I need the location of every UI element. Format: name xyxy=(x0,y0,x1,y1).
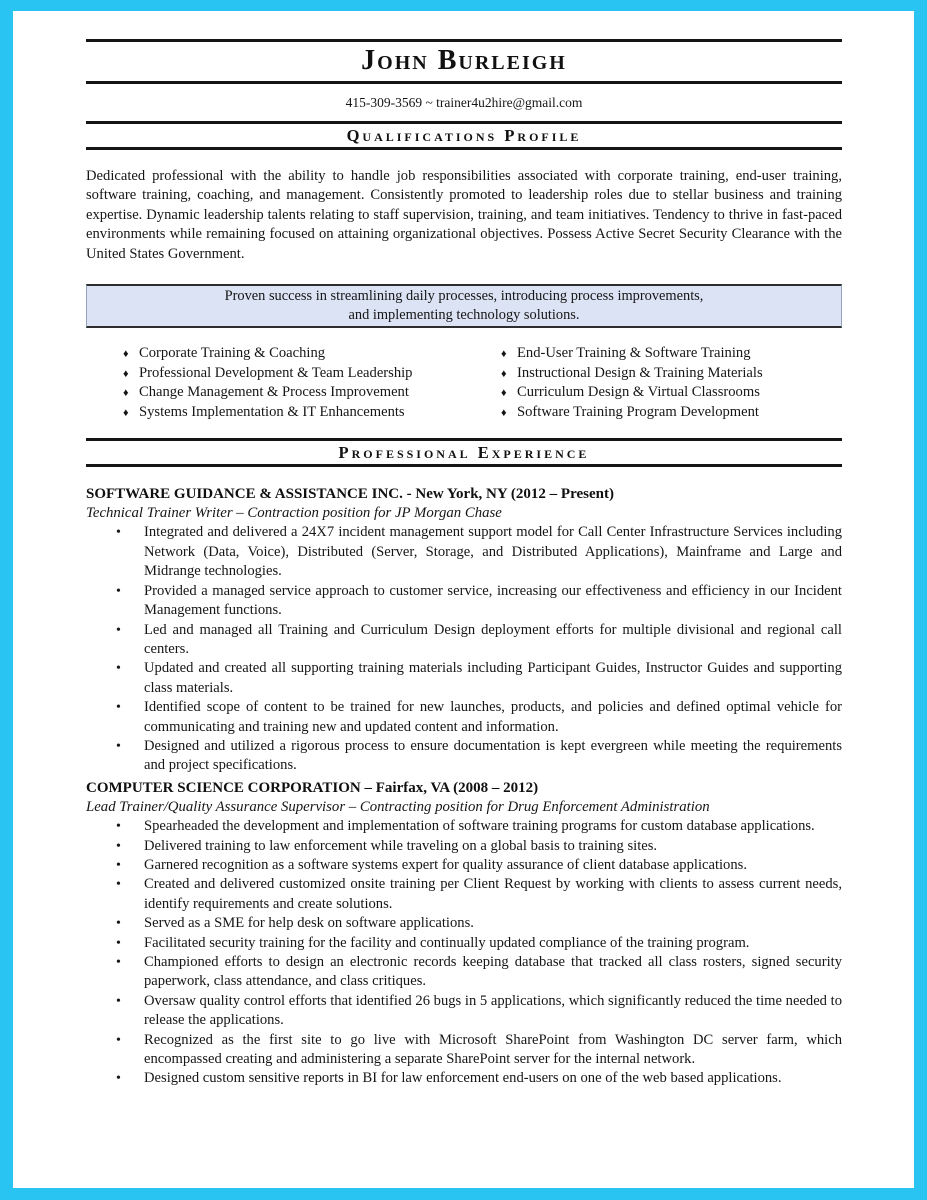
bullet-text: Garnered recognition as a software systems expert for quality assurance of client database applications. xyxy=(144,856,747,873)
bullet-item xyxy=(86,621,842,660)
job-bullet-list xyxy=(86,817,842,1089)
job-bullet-list xyxy=(86,523,842,775)
bullet-text: Championed efforts to design an electronic records keeping database that tracked all class rosters, signed security paperwork, class attendance, and class critiques. xyxy=(144,954,842,990)
skill-label: End-User Training & Software Training xyxy=(517,345,751,362)
skills-column-left xyxy=(86,344,464,422)
bullet-item xyxy=(86,837,842,856)
job-company-heading: SOFTWARE GUIDANCE & ASSISTANCE INC. - New York, NY (2012 – Present) xyxy=(86,486,614,503)
bullet-item xyxy=(86,1031,842,1070)
skill-item xyxy=(464,403,842,422)
bullet-text: Provided a managed service approach to customer service, increasing our effectiveness and efficiency in our Incident Management functions. xyxy=(144,582,842,619)
bullet-icon: • xyxy=(116,1032,121,1048)
bullet-icon: • xyxy=(116,877,121,893)
bullet-icon: • xyxy=(116,955,121,970)
skills-grid xyxy=(86,344,842,422)
skill-item xyxy=(464,364,842,383)
diamond-bullet-icon: ♦ xyxy=(501,406,507,419)
bullet-icon: • xyxy=(116,583,121,599)
bullet-text: Facilitated security training for the facility and continually updated compliance of the training program. xyxy=(144,934,750,951)
bullet-text: Updated and created all supporting training materials including Participant Guides, Instructor Guides and supporting class materials. xyxy=(144,660,842,696)
bullet-icon: • xyxy=(116,838,121,854)
bullet-text: Oversaw quality control efforts that identified 26 bugs in 5 applications, which significantly reduced the time needed to release the applications. xyxy=(144,992,842,1029)
bullet-icon: • xyxy=(116,622,121,638)
bullet-text: Designed custom sensitive reports in BI for law enforcement end-users on one of the web based applications. xyxy=(144,1070,782,1087)
bullet-icon: • xyxy=(116,738,121,754)
skill-item xyxy=(86,364,464,383)
skill-label: Software Training Program Development xyxy=(517,403,759,420)
bullet-text: Delivered training to law enforcement while traveling on a global basis to training sites. xyxy=(144,837,658,854)
skill-label: Professional Development & Team Leadership xyxy=(139,364,413,381)
diamond-bullet-icon: ♦ xyxy=(123,367,129,380)
bullet-item xyxy=(86,1069,842,1088)
job-section-software-guidance xyxy=(86,485,842,776)
skill-label: Curriculum Design & Virtual Classrooms xyxy=(517,384,760,401)
candidate-name: John Burleigh xyxy=(361,45,567,76)
skill-item xyxy=(86,403,464,422)
bullet-item xyxy=(86,737,842,776)
skills-column-right xyxy=(464,344,842,422)
skill-label: Change Management & Process Improvement xyxy=(139,384,409,401)
bullet-text: Identified scope of content to be trained for new launches, products, and policies and defined optimal vehicle for communicating and training new and updated content and information. xyxy=(144,699,842,735)
diamond-bullet-icon: ♦ xyxy=(501,348,507,361)
bullet-icon: • xyxy=(116,819,121,835)
bullet-item xyxy=(86,953,842,992)
bullet-item xyxy=(86,914,842,933)
highlight-line: and implementing technology solutions. xyxy=(348,307,580,324)
highlight-banner xyxy=(86,284,842,328)
bullet-item xyxy=(86,698,842,737)
bullet-item xyxy=(86,659,842,698)
bullet-icon: • xyxy=(116,525,121,541)
diamond-bullet-icon: ♦ xyxy=(501,387,507,400)
bullet-text: Led and managed all Training and Curriculum Design deployment efforts for multiple divisional and regional call centers. xyxy=(144,621,842,657)
highlight-line: Proven success in streamlining daily processes, introducing process improvements, xyxy=(224,288,704,305)
bullet-item xyxy=(86,934,842,953)
bullet-item xyxy=(86,875,842,914)
bullet-text: Integrated and delivered a 24X7 incident management support model for Call Center Infrastructure Services including Network (Data, Voice), Distributed (Server, Storage, and Distributed Applications), Mainframe and Large and Midrange technologies. xyxy=(144,524,842,580)
diamond-bullet-icon: ♦ xyxy=(123,387,129,400)
skill-item xyxy=(86,383,464,402)
divider-rule xyxy=(86,464,842,467)
bullet-item xyxy=(86,582,842,621)
bullet-icon: • xyxy=(116,993,121,1009)
bullet-text: Created and delivered customized onsite training per Client Request by working with clients to assess current needs, identify requirements and create solutions. xyxy=(144,876,842,912)
skill-label: Systems Implementation & IT Enhancements xyxy=(139,403,405,420)
section-title-qualifications: Qualifications Profile xyxy=(346,126,582,145)
bullet-icon: • xyxy=(116,1071,121,1087)
diamond-bullet-icon: ♦ xyxy=(123,406,129,419)
job-company-heading: COMPUTER SCIENCE CORPORATION – Fairfax, VA (2008 – 2012) xyxy=(86,779,539,796)
bullet-icon: • xyxy=(116,916,121,932)
bullet-icon: • xyxy=(116,857,121,873)
section-title-experience: Professional Experience xyxy=(338,443,590,463)
skill-label: Corporate Training & Coaching xyxy=(139,345,326,362)
job-section-computer-science-corp xyxy=(86,779,842,1089)
bullet-icon: • xyxy=(116,700,121,716)
skill-item xyxy=(464,383,842,402)
bullet-item xyxy=(86,856,842,875)
bullet-text: Recognized as the first site to go live with Microsoft SharePoint from Washington DC server farm, which encompassed creating and administering a separate SharePoint server for the internal network. xyxy=(144,1031,842,1068)
job-role-subheading: Lead Trainer/Quality Assurance Supervisor – Contracting position for Drug Enforcement Administration xyxy=(86,798,710,815)
bullet-icon: • xyxy=(116,935,121,951)
skill-item xyxy=(86,344,464,363)
bullet-item xyxy=(86,523,842,581)
divider-rule xyxy=(86,147,842,150)
skill-item xyxy=(464,344,842,363)
bullet-item xyxy=(86,992,842,1031)
bullet-text: Designed and utilized a rigorous process to ensure documentation is kept evergreen while meeting the requirements and project specifications. xyxy=(144,737,842,774)
contact-line: 415-309-3569 ~ trainer4u2hire@gmail.com xyxy=(345,95,583,110)
bullet-icon: • xyxy=(116,661,121,677)
resume-page xyxy=(13,11,914,1188)
job-role-subheading: Technical Trainer Writer – Contraction position for JP Morgan Chase xyxy=(86,505,502,522)
diamond-bullet-icon: ♦ xyxy=(501,367,507,380)
bullet-text: Served as a SME for help desk on software applications. xyxy=(144,915,474,932)
summary-paragraph: Dedicated professional with the ability to handle job responsibilities associated with corporate training, end-user training, software training, coaching, and management. Consistently promoted to leadership roles due to stellar business and training expertise. Dynamic leadership talents relating to staff supervision, training, and team initiatives. Tendency to thrive in fast-paced environments while remaining focused on attaining organizational objectives. Possess Active Secret Security Clearance with the United States Government. xyxy=(86,168,842,262)
diamond-bullet-icon: ♦ xyxy=(123,348,129,361)
bullet-text: Spearheaded the development and implementation of software training programs for custom database applications. xyxy=(144,818,815,835)
bullet-item xyxy=(86,817,842,836)
skill-label: Instructional Design & Training Materials xyxy=(517,364,763,381)
